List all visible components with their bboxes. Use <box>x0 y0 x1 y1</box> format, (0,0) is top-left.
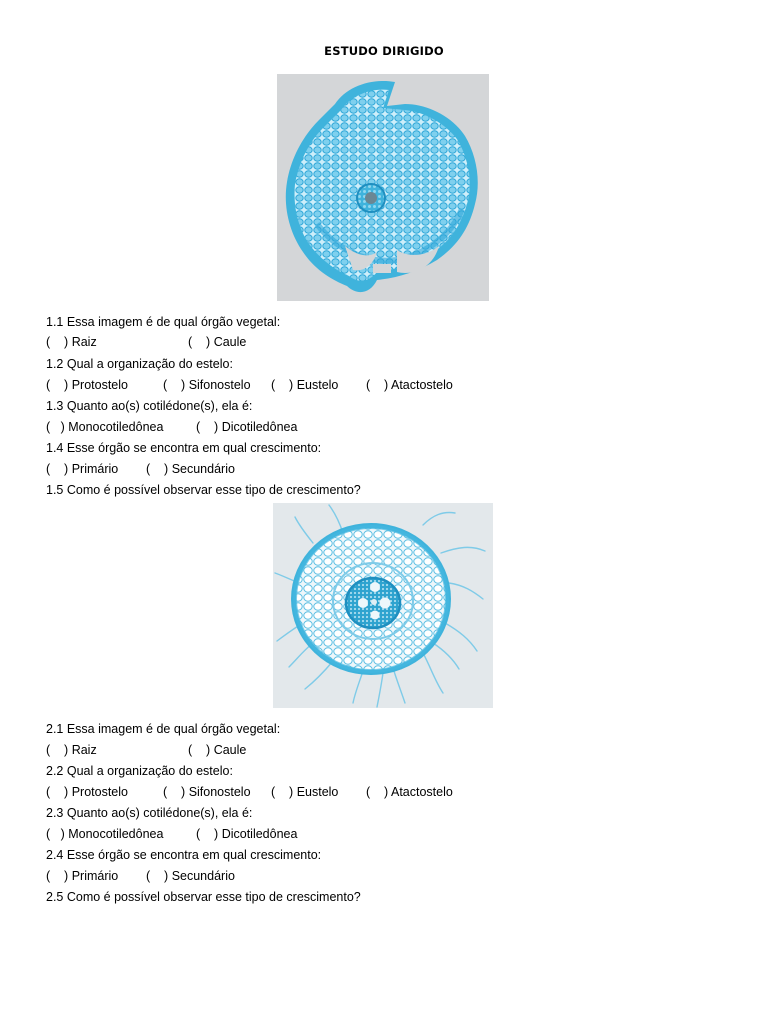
document-title: ESTUDO DIRIGIDO <box>324 44 444 58</box>
option-2-3-dicotiledonea[interactable]: ( ) Dicotiledônea <box>196 827 298 841</box>
option-1-2-atactostelo[interactable]: ( ) Atactostelo <box>366 378 453 392</box>
question-1-5: 1.5 Como é possível observar esse tipo de crescimento? <box>46 483 361 497</box>
question-1-3: 1.3 Quanto ao(s) cotilédone(s), ela é: <box>46 399 253 413</box>
option-1-2-sifonostelo[interactable]: ( ) Sifonostelo <box>163 378 251 392</box>
option-1-1-caule[interactable]: ( ) Caule <box>188 335 247 349</box>
question-2-3: 2.3 Quanto ao(s) cotilédone(s), ela é: <box>46 806 253 820</box>
question-2-5: 2.5 Como é possível observar esse tipo de crescimento? <box>46 890 361 904</box>
option-2-2-sifonostelo[interactable]: ( ) Sifonostelo <box>163 785 251 799</box>
option-1-3-monocotiledonea[interactable]: ( ) Monocotiledônea <box>46 420 164 434</box>
option-2-4-secundario[interactable]: ( ) Secundário <box>146 869 235 883</box>
question-2-2: 2.2 Qual a organização do estelo: <box>46 764 233 778</box>
option-1-2-eustelo[interactable]: ( ) Eustelo <box>271 378 339 392</box>
option-1-4-primario[interactable]: ( ) Primário <box>46 462 119 476</box>
option-2-2-atactostelo[interactable]: ( ) Atactostelo <box>366 785 453 799</box>
micrograph-1 <box>277 74 489 301</box>
question-1-1: 1.1 Essa imagem é de qual órgão vegetal: <box>46 315 281 329</box>
question-1-2: 1.2 Qual a organização do estelo: <box>46 357 233 371</box>
option-1-2-protostelo[interactable]: ( ) Protostelo <box>46 378 128 392</box>
option-1-4-secundario[interactable]: ( ) Secundário <box>146 462 235 476</box>
option-1-3-dicotiledonea[interactable]: ( ) Dicotiledônea <box>196 420 298 434</box>
option-2-2-eustelo[interactable]: ( ) Eustelo <box>271 785 339 799</box>
option-2-1-caule[interactable]: ( ) Caule <box>188 743 247 757</box>
option-2-3-monocotiledonea[interactable]: ( ) Monocotiledônea <box>46 827 164 841</box>
option-1-1-raiz[interactable]: ( ) Raiz <box>46 335 97 349</box>
question-2-4: 2.4 Esse órgão se encontra em qual crescimento: <box>46 848 322 862</box>
option-2-4-primario[interactable]: ( ) Primário <box>46 869 119 883</box>
question-2-1: 2.1 Essa imagem é de qual órgão vegetal: <box>46 722 281 736</box>
question-1-4: 1.4 Esse órgão se encontra em qual crescimento: <box>46 441 322 455</box>
option-2-2-protostelo[interactable]: ( ) Protostelo <box>46 785 128 799</box>
micrograph-2 <box>273 503 493 708</box>
option-2-1-raiz[interactable]: ( ) Raiz <box>46 743 97 757</box>
